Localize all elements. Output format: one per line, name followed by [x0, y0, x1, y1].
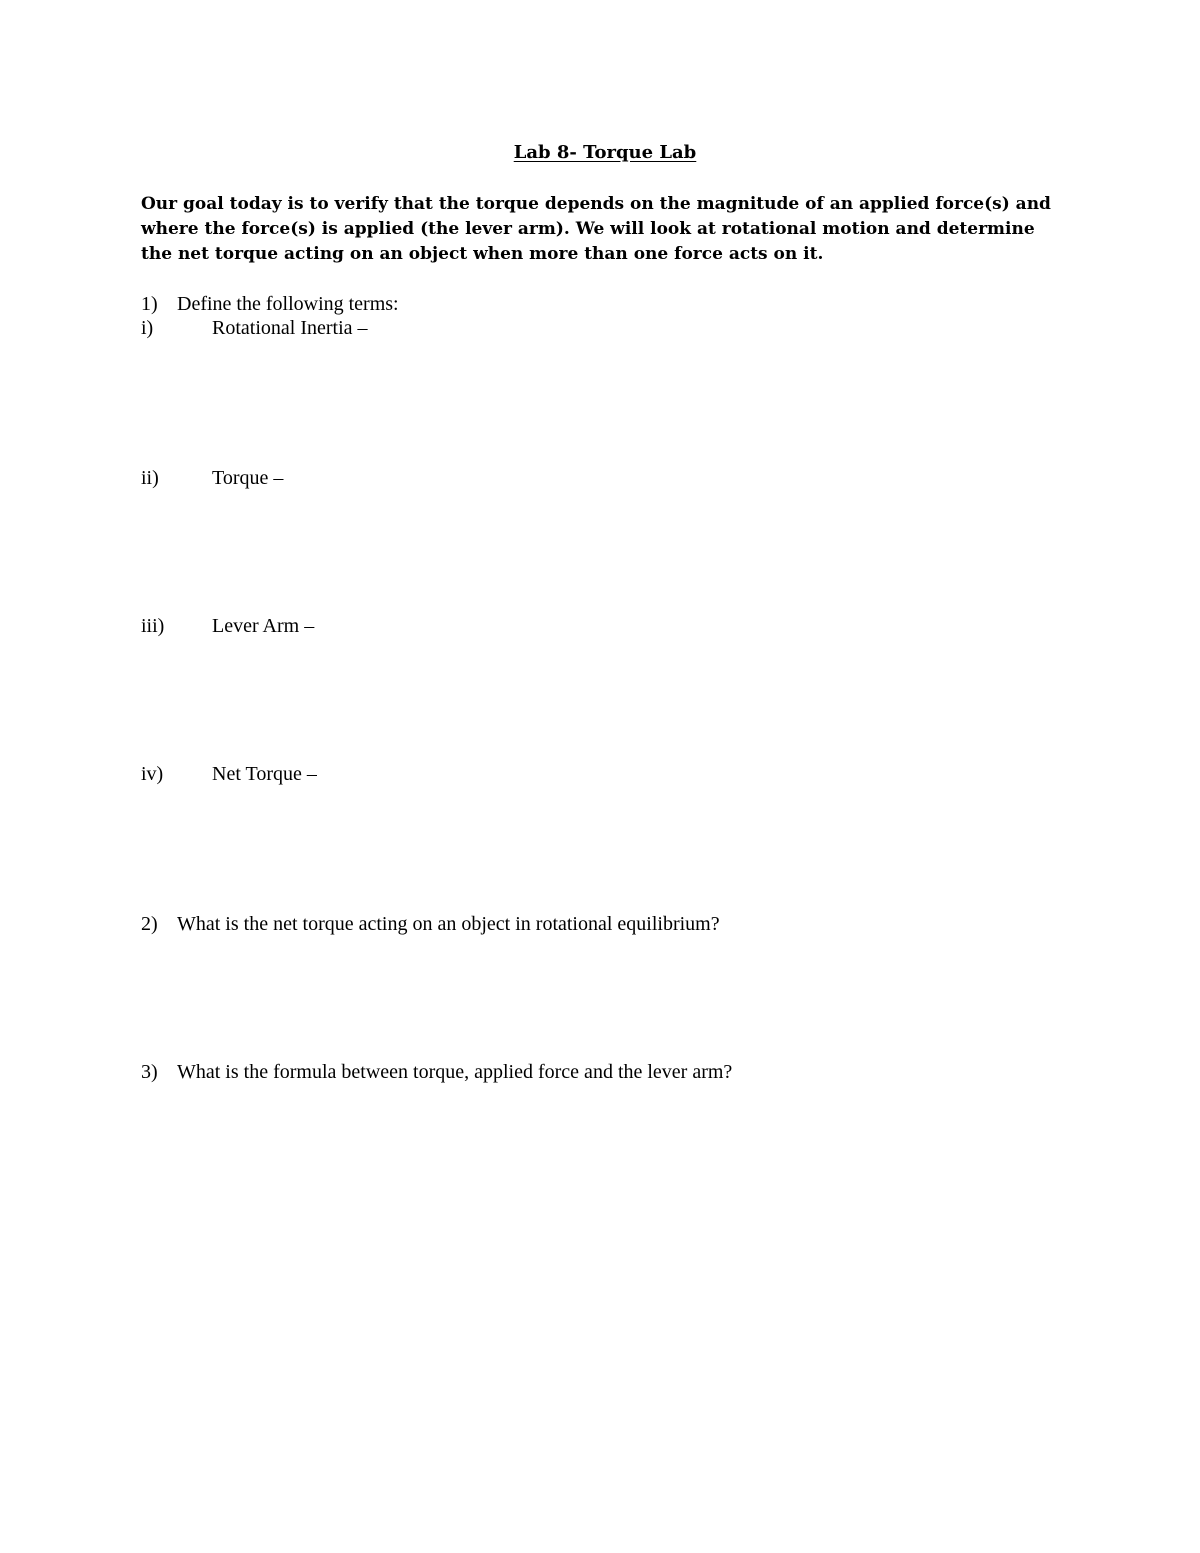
question-2: [141, 912, 720, 936]
question-3: [141, 1060, 732, 1084]
question-number: 1): [141, 293, 158, 315]
term-net-torque: [141, 762, 317, 786]
term-rotational-inertia: [141, 316, 368, 340]
term-number: i): [141, 317, 154, 339]
page-title: Lab 8- Torque Lab: [513, 142, 697, 163]
term-number: ii): [141, 467, 159, 489]
question-1: [141, 292, 399, 316]
question-text: Define the following terms:: [177, 293, 399, 315]
question-text: What is the net torque acting on an object in rotational equilibrium?: [177, 913, 720, 935]
question-number: 2): [141, 913, 158, 935]
term-number: iii): [141, 615, 165, 637]
intro-paragraph: Our goal today is to verify that the torque depends on the magnitude of an applied force(s) and where the force(s) is applied (the lever arm). We will look at rotational motion and determine the net torque acting on an object when more than one force acts on it.: [141, 194, 1051, 264]
term-torque: [141, 466, 283, 490]
question-number: 3): [141, 1061, 158, 1083]
term-lever-arm: [141, 614, 314, 638]
term-number: iv): [141, 763, 164, 785]
term-text: Lever Arm –: [212, 615, 315, 637]
term-text: Rotational Inertia –: [212, 317, 368, 339]
term-text: Net Torque –: [212, 763, 317, 785]
question-text: What is the formula between torque, applied force and the lever arm?: [177, 1061, 733, 1083]
term-text: Torque –: [212, 467, 284, 489]
